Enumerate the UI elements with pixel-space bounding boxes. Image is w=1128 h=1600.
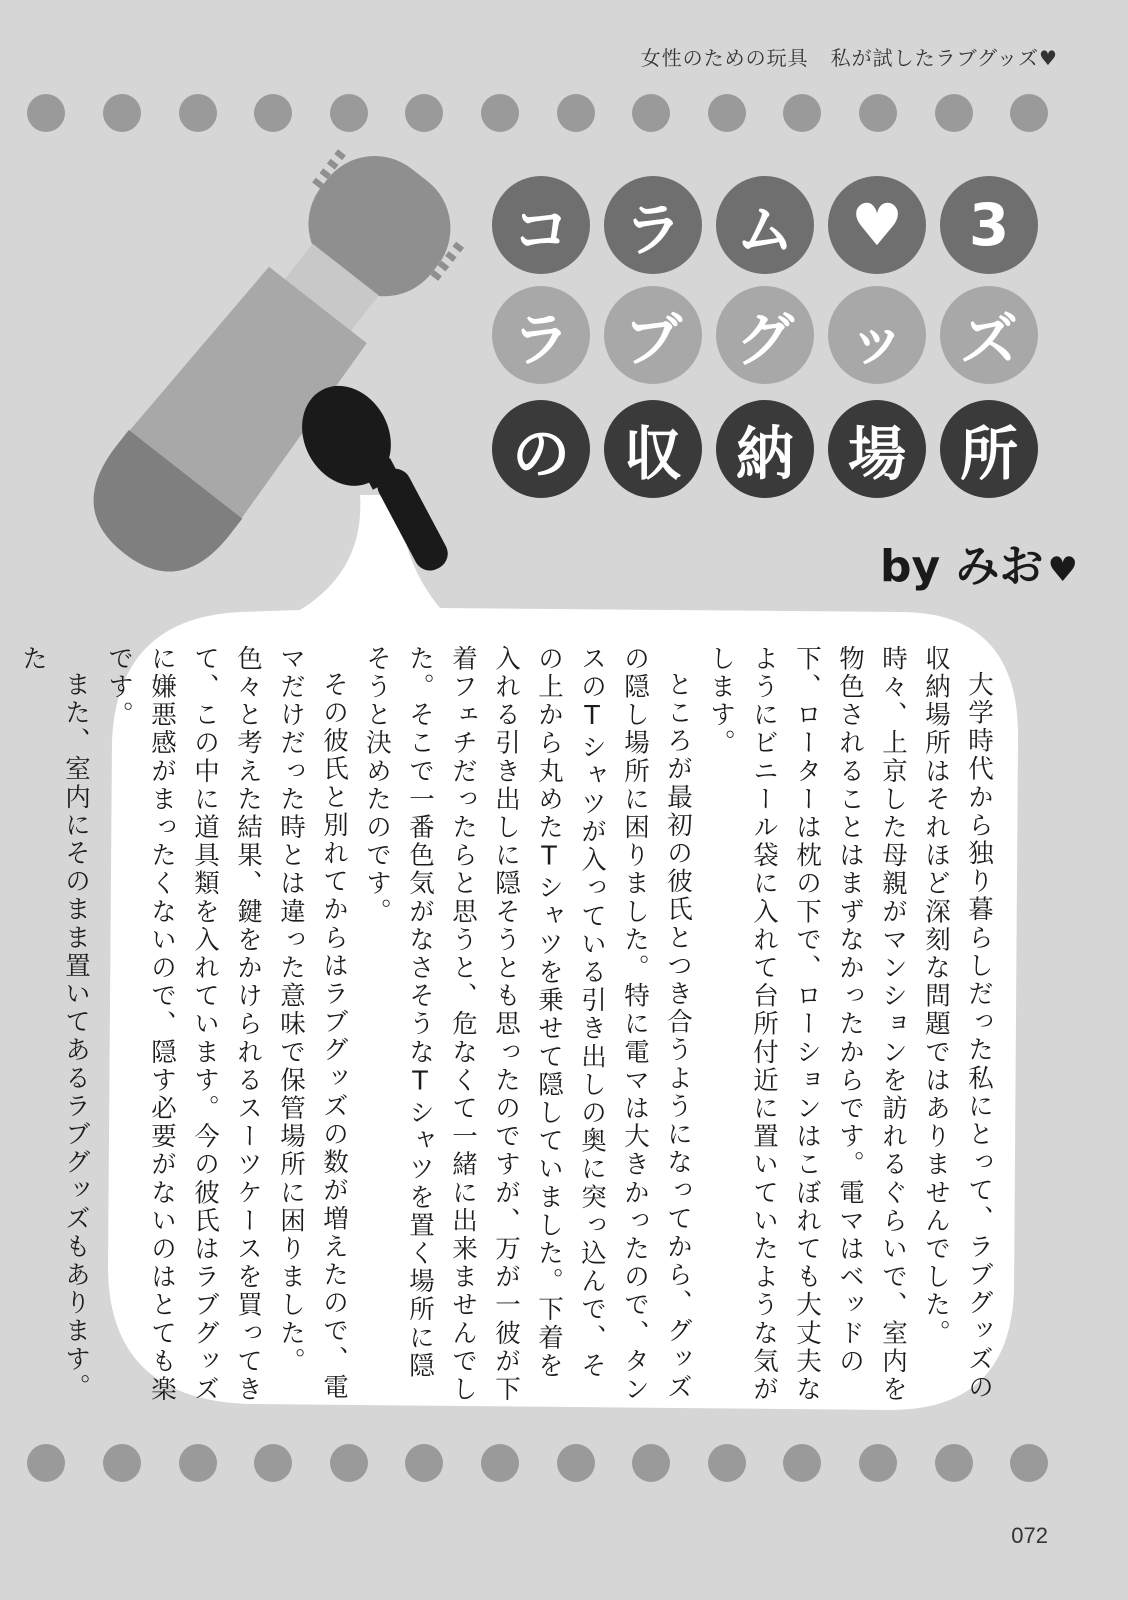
title-char: ッ [828, 286, 926, 384]
dot [27, 1444, 65, 1482]
paragraph: また、室内にそのまま置いてあるラブグッズもあります。た [18, 645, 91, 1402]
title-char: ズ [940, 286, 1038, 384]
byline-text: by みお [880, 541, 1044, 592]
dot [783, 1444, 821, 1482]
title-row-3 [492, 400, 1032, 500]
dot [481, 1444, 519, 1482]
dot [1010, 1444, 1048, 1482]
title-char: ラ [604, 176, 702, 274]
title-char: 納 [716, 400, 814, 498]
paragraph: ところが最初の彼氏とつき合うようになってから、グッズの隠し場所に困りました。特に電マは大きかったので、タンスのTシャツが入っている引き出しの奥に突っ込んで、その上から丸めたTシャツを乗せて隠していました。下着を入れる引き出しに隠そうとも思ったのですが、万が一彼が下着フェチだったらと思うと、危なくて一緒に出来ませんでした。そこで一番色気がなさそうなTシャツを置く場所に隠そうと決めたのです。 [362, 645, 693, 1404]
dot [254, 1444, 292, 1482]
page-number: 072 [1011, 1523, 1048, 1548]
heart-icon: ♥ [828, 176, 926, 274]
title-char: の [492, 400, 590, 498]
dot [859, 1444, 897, 1482]
dot [405, 1444, 443, 1482]
section-title: 私が試したラブグッズ♥ [830, 46, 1058, 70]
dot [708, 1444, 746, 1482]
title-row-2 [492, 286, 1032, 386]
paragraph: 大学時代から独り暮らしだった私にとって、ラブグッズの収納場所はそれほど深刻な問題ではありませんでした。時々、上京した母親がマンションを訪れるぐらいで、室内を物色されることはまずなかったからです。電マはベッドの下、ローターは枕の下で、ローションはこぼれても大丈夫なようにビニール袋に入れて台所付近に置いていたような気がします。 [706, 645, 994, 1404]
title-char: 3 [940, 176, 1038, 274]
dot [330, 1444, 368, 1482]
heart-icon: ♥ [1047, 550, 1078, 590]
title-char: グ [716, 286, 814, 384]
bottom-dot-border [0, 1444, 1128, 1484]
title-char: ブ [604, 286, 702, 384]
title-char: コ [492, 176, 590, 274]
dot [935, 1444, 973, 1482]
dot [557, 1444, 595, 1482]
dot [103, 1444, 141, 1482]
dot [179, 1444, 217, 1482]
title-char: ラ [492, 286, 590, 384]
paragraph: その彼氏と別れてからはラブグッズの数が増えたので、電マだけだった時とは違った意味で保管場所に困りました。色々と考えた結果、鍵をかけられるスーツケースを買ってきて、この中に道具類を入れています。今の彼氏はラブグッズに嫌悪感がまったくないので、隠す必要がないのはとても楽です。 [104, 645, 349, 1404]
title-row-1 [492, 176, 1032, 276]
dot [632, 1444, 670, 1482]
byline [880, 530, 1078, 594]
article-body [18, 645, 1000, 1405]
title-char: 所 [940, 400, 1038, 498]
book-title: 女性のための玩具 [640, 46, 809, 70]
title-char: ム [716, 176, 814, 274]
title-char: 収 [604, 400, 702, 498]
title-char: 場 [828, 400, 926, 498]
